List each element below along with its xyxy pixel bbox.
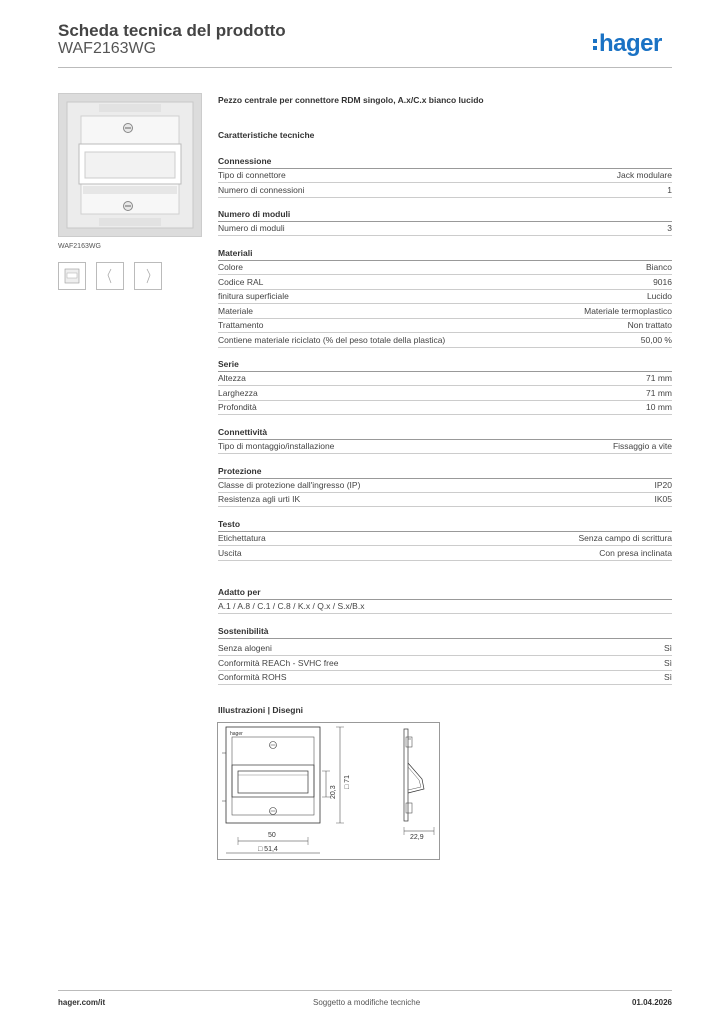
spec-key: Codice RAL — [218, 277, 264, 287]
spec-key: Larghezza — [218, 388, 258, 398]
spec-key: Numero di moduli — [218, 223, 285, 233]
logo-text: hager — [599, 30, 662, 57]
thumb-side-right-icon — [135, 263, 161, 289]
spec-row — [218, 440, 672, 454]
spec-row — [218, 169, 672, 183]
spec-value: 9016 — [653, 277, 672, 287]
spec-value: 10 mm — [646, 402, 672, 412]
section-title-connettivita: Connettività — [218, 427, 268, 437]
section-title-connessione: Connessione — [218, 156, 272, 166]
spec-key: Contiene materiale riciclato (% del peso totale della plastica) — [218, 335, 446, 345]
spec-row — [218, 261, 672, 275]
spec-key: Numero di connessioni — [218, 185, 305, 195]
spec-key: Trattamento — [218, 320, 264, 330]
spec-key: Etichettatura — [218, 533, 266, 543]
spec-value: Bianco — [646, 262, 672, 272]
dim-width-label: 50 — [268, 832, 276, 839]
dimension-drawing — [218, 723, 439, 859]
spec-value: IK05 — [654, 494, 672, 504]
spec-value: Sì — [663, 672, 672, 682]
spec-value: Non trattato — [627, 320, 672, 330]
spec-key: Senza alogeni — [218, 643, 272, 653]
technical-drawing — [217, 722, 440, 860]
spec-value: Materiale termoplastico — [584, 306, 672, 316]
section-title-testo: Testo — [218, 519, 241, 529]
spec-key: Altezza — [218, 373, 246, 383]
spec-row — [218, 642, 672, 656]
spec-row — [218, 387, 672, 401]
spec-key: Tipo di montaggio/installazione — [218, 441, 335, 451]
tech-heading: Caratteristiche tecniche — [218, 130, 315, 140]
spec-row — [218, 671, 672, 685]
spec-row — [218, 276, 672, 290]
spec-key: Profondità — [218, 402, 257, 412]
spec-row — [218, 401, 672, 415]
product-photo — [58, 93, 202, 237]
dim-side-label: □ 71 — [344, 775, 351, 789]
spec-row — [218, 305, 672, 319]
spec-value: IP20 — [654, 480, 672, 490]
spec-value: Jack modulare — [616, 170, 672, 180]
document-title: Scheda tecnica del prodotto — [58, 21, 286, 40]
section-title-protezione: Protezione — [218, 466, 262, 476]
spec-row — [218, 372, 672, 386]
header-divider — [58, 67, 672, 68]
spec-row — [218, 657, 672, 671]
compatibility-value: A.1 / A.8 / C.1 / C.8 / K.x / Q.x / S.x/B.x — [218, 601, 365, 611]
section-title-moduli: Numero di moduli — [218, 209, 291, 219]
footer-divider — [58, 990, 672, 991]
compatibility-row — [218, 600, 672, 614]
spec-key: Conformità ROHS — [218, 672, 287, 682]
product-plate-image — [59, 94, 201, 236]
spec-key: Resistenza agli urti IK — [218, 494, 301, 504]
spec-value: Con presa inclinata — [599, 548, 672, 558]
spec-key: Colore — [218, 262, 244, 272]
spec-key: Conformità REACh - SVHC free — [218, 658, 339, 668]
spec-row — [218, 290, 672, 304]
thumb-front-icon — [59, 263, 85, 289]
footer-date: 01.04.2026 — [631, 998, 672, 1007]
spec-key: Materiale — [218, 306, 253, 316]
spec-value: Lucido — [646, 291, 672, 301]
spec-key: Uscita — [218, 548, 242, 558]
spec-value: 3 — [667, 223, 672, 233]
thumbnail-front[interactable] — [58, 262, 86, 290]
dim-outer-label: □ 51,4 — [258, 846, 278, 853]
product-code: WAF2163WG — [58, 40, 157, 57]
spec-key: finitura superficiale — [218, 291, 289, 301]
spec-value: Senza campo di scrittura — [578, 533, 672, 543]
spec-row — [218, 334, 672, 348]
hager-logo[interactable] — [593, 30, 662, 58]
spec-value: Fissaggio a vite — [612, 441, 672, 451]
illustrations-title: Illustrazioni | Disegni — [218, 705, 304, 715]
spec-row — [218, 479, 672, 493]
section-title-adatto: Adatto per — [218, 587, 261, 597]
thumb-side-left-icon — [97, 263, 123, 289]
spec-key: Tipo di connettore — [218, 170, 286, 180]
section-divider — [218, 638, 672, 639]
section-title-sostenibilita: Sostenibilità — [218, 626, 269, 636]
photo-caption: WAF2163WG — [58, 243, 101, 250]
spec-row — [218, 319, 672, 333]
spec-row — [218, 547, 672, 561]
spec-value: Sì — [663, 658, 672, 668]
spec-value: 71 mm — [646, 388, 672, 398]
footer-notice: Soggetto a modifiche tecniche — [313, 998, 421, 1007]
footer-website-link[interactable]: hager.com/it — [58, 998, 106, 1007]
spec-row — [218, 184, 672, 198]
thumbnail-side-right[interactable] — [134, 262, 162, 290]
spec-value: 71 mm — [646, 373, 672, 383]
drawing-brand-label: hager — [230, 731, 243, 737]
spec-value: 1 — [667, 185, 672, 195]
thumbnail-side-left[interactable] — [96, 262, 124, 290]
product-description: Pezzo centrale per connettore RDM singolo, A.x/C.x bianco lucido — [218, 95, 484, 105]
section-title-serie: Serie — [218, 359, 239, 369]
logo-dots-icon — [593, 36, 598, 53]
spec-value: Sì — [663, 643, 672, 653]
spec-key: Classe di protezione dall'ingresso (IP) — [218, 480, 361, 490]
spec-row — [218, 493, 672, 507]
dim-depth-label: 22,9 — [410, 834, 424, 841]
spec-row — [218, 222, 672, 236]
section-title-materiali: Materiali — [218, 248, 253, 258]
spec-row — [218, 532, 672, 546]
spec-value: 50,00 % — [640, 335, 672, 345]
dim-height-label: 20,3 — [330, 785, 337, 799]
